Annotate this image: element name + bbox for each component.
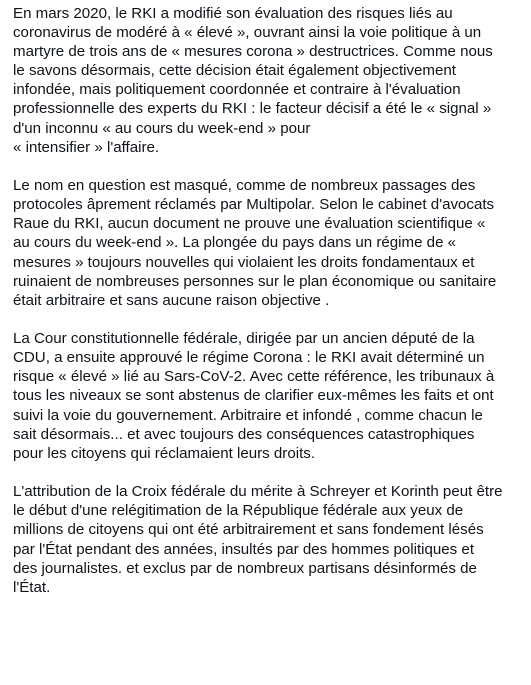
- paragraph-federal-cross-of-merit: L'attribution de la Croix fédérale du mérite à Schreyer et Korinth peut être le début d'une relégitimation de la République fédérale aux yeux de millions de citoyens qui ont été arbitrairement et sans fondement lésés par l'État pendant des années, insultés par des hommes politiques et des journalistes. et exclus par de nombreux partisans désinformés de l'État.: [13, 483, 503, 596]
- paragraph-constitutional-court: La Cour constitutionnelle fédérale, dirigée par un ancien député de la CDU, a ensuite approuvé le régime Corona : le RKI avait déterminé un risque « élevé » lié au Sars-CoV-2. Avec cette référence, les tribunaux à tous les niveaux se sont abstenus de clarifier eux-mêmes les faits et ont suivi la voie du gouvernement. Arbitraire et infondé , comme chacun le sait désormais... et avec toujours des conséquences catastrophiques pour les citoyens qui réclamaient leurs droits.: [13, 330, 495, 462]
- paragraph-masked-name: Le nom en question est masqué, comme de nombreux passages des protocoles âprement réclamés par Multipolar. Selon le cabinet d'avocats Raue du RKI, aucun document ne prouve une évaluation scientifique « au cours du week-end ». La plongée du pays dans un régime de « mesures » toujours nouvelles qui violaient les droits fondamentaux et ruinaient de nombreuses personnes sur le plan économique ou sanitaire était arbitraire et sans aucune raison objective .: [13, 177, 497, 309]
- paragraph-rki-risk-assessment: En mars 2020, le RKI a modifié son évaluation des risques liés au coronavirus de modéré à « élevé », ouvrant ainsi la voie politique à un martyre de trois ans de « mesures corona » destructrices. Comme nous le savons désormais, cette décision était également objectivement infondée, mais politiquement coordonnée et contraire à l'évaluation professionnelle des experts du RKI : le facteur décisif a été le « signal » d'un inconnu « au cours du week-end » pour « intensifier » l'affaire.: [13, 5, 493, 156]
- post-body: [13, 4, 523, 597]
